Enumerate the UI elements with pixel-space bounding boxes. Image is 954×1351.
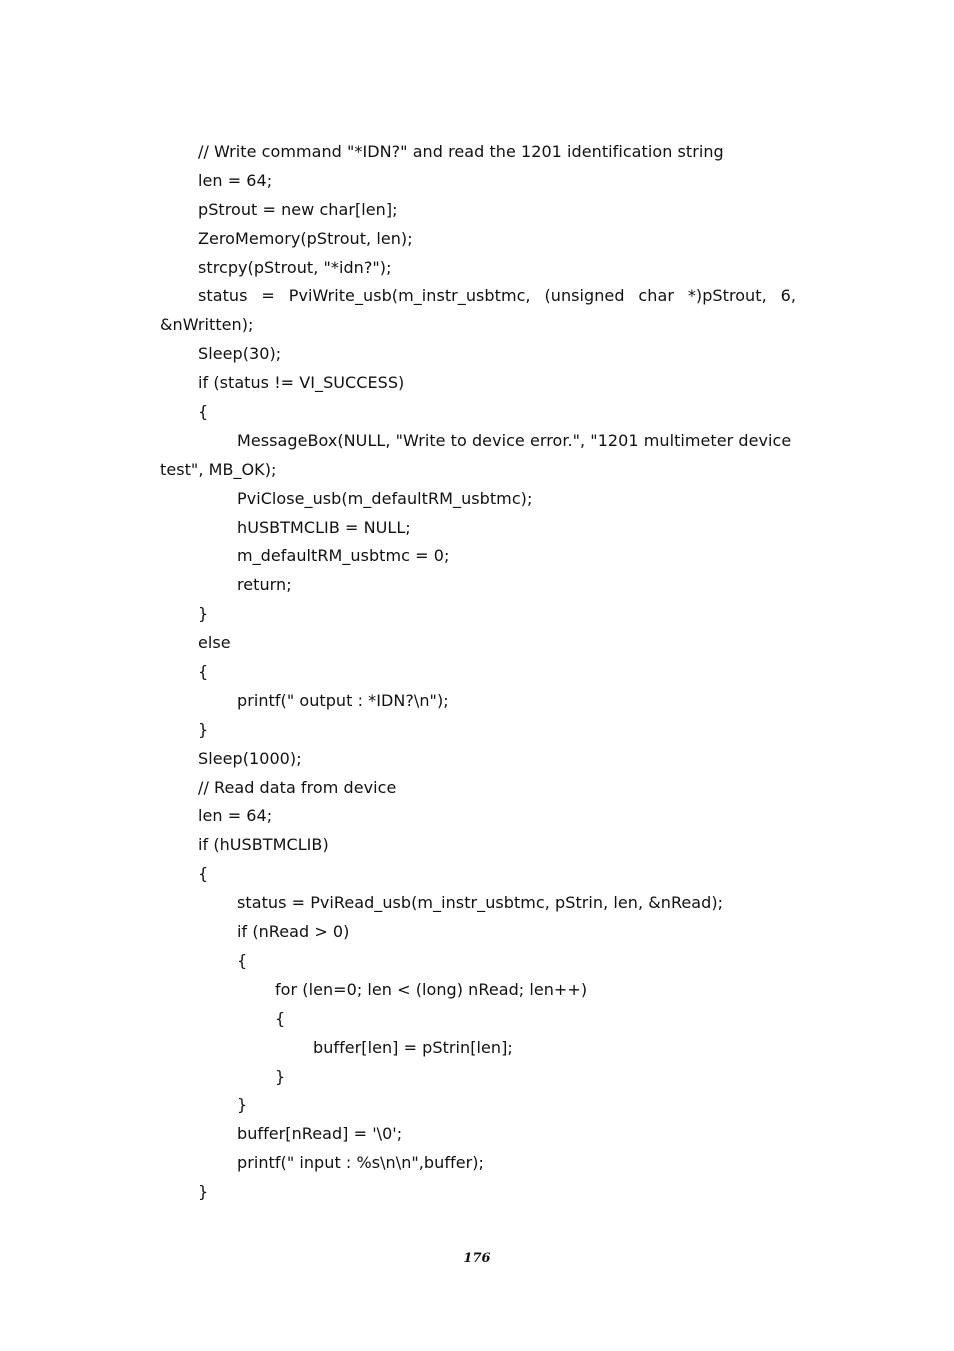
code-line: printf(" input : %s\n\n",buffer); <box>237 1153 484 1173</box>
code-line: test", MB_OK); <box>160 459 277 479</box>
page-number: 176 <box>463 1251 491 1266</box>
code-line: buffer[nRead] = '\0'; <box>237 1124 403 1144</box>
code-line: m_defaultRM_usbtmc = 0; <box>237 546 450 566</box>
code-line: len = 64; <box>198 806 273 826</box>
code-line: { <box>237 950 248 970</box>
code-line: { <box>198 864 209 884</box>
code-line: for (len=0; len < (long) nRead; len++) <box>275 979 588 999</box>
code-line: ZeroMemory(pStrout, len); <box>198 228 413 248</box>
code-line: buffer[len] = pStrin[len]; <box>313 1037 513 1057</box>
code-line: { <box>198 662 209 682</box>
code-line: } <box>198 604 209 624</box>
code-line: // Write command "*IDN?" and read the 1201 identification string <box>198 142 724 161</box>
code-line: len = 64; <box>198 170 273 190</box>
code-line: hUSBTMCLIB = NULL; <box>237 517 411 537</box>
code-line: if (status != VI_SUCCESS) <box>198 373 405 393</box>
code-line: } <box>198 719 209 739</box>
code-line: { <box>198 402 209 422</box>
code-line: &nWritten); <box>160 315 254 335</box>
code-line: } <box>275 1066 286 1086</box>
code-line: strcpy(pStrout, "*idn?"); <box>198 257 392 277</box>
code-line: // Read data from device <box>198 777 397 797</box>
code-line: printf(" output : *IDN?\n"); <box>237 690 449 710</box>
code-line: if (hUSBTMCLIB) <box>198 835 329 855</box>
code-line: } <box>198 1182 209 1202</box>
code-line: else <box>198 633 231 653</box>
code-line: status = PviRead_usb(m_instr_usbtmc, pStrin, len, &nRead); <box>237 893 724 913</box>
code-line: Sleep(30); <box>198 344 282 364</box>
code-listing <box>160 138 796 1207</box>
code-line: { <box>275 1008 286 1028</box>
code-line: if (nRead > 0) <box>237 922 350 942</box>
code-line: MessageBox(NULL, "Write to device error.", "1201 multimeter device <box>237 430 792 450</box>
code-line: status = PviWrite_usb(m_instr_usbtmc, (unsigned char *)pStrout, 6, <box>198 286 796 306</box>
code-line: } <box>237 1095 248 1115</box>
code-line: return; <box>237 575 292 595</box>
code-line: Sleep(1000); <box>198 748 302 768</box>
code-line: PviClose_usb(m_defaultRM_usbtmc); <box>237 488 533 508</box>
code-line: pStrout = new char[len]; <box>198 199 398 219</box>
